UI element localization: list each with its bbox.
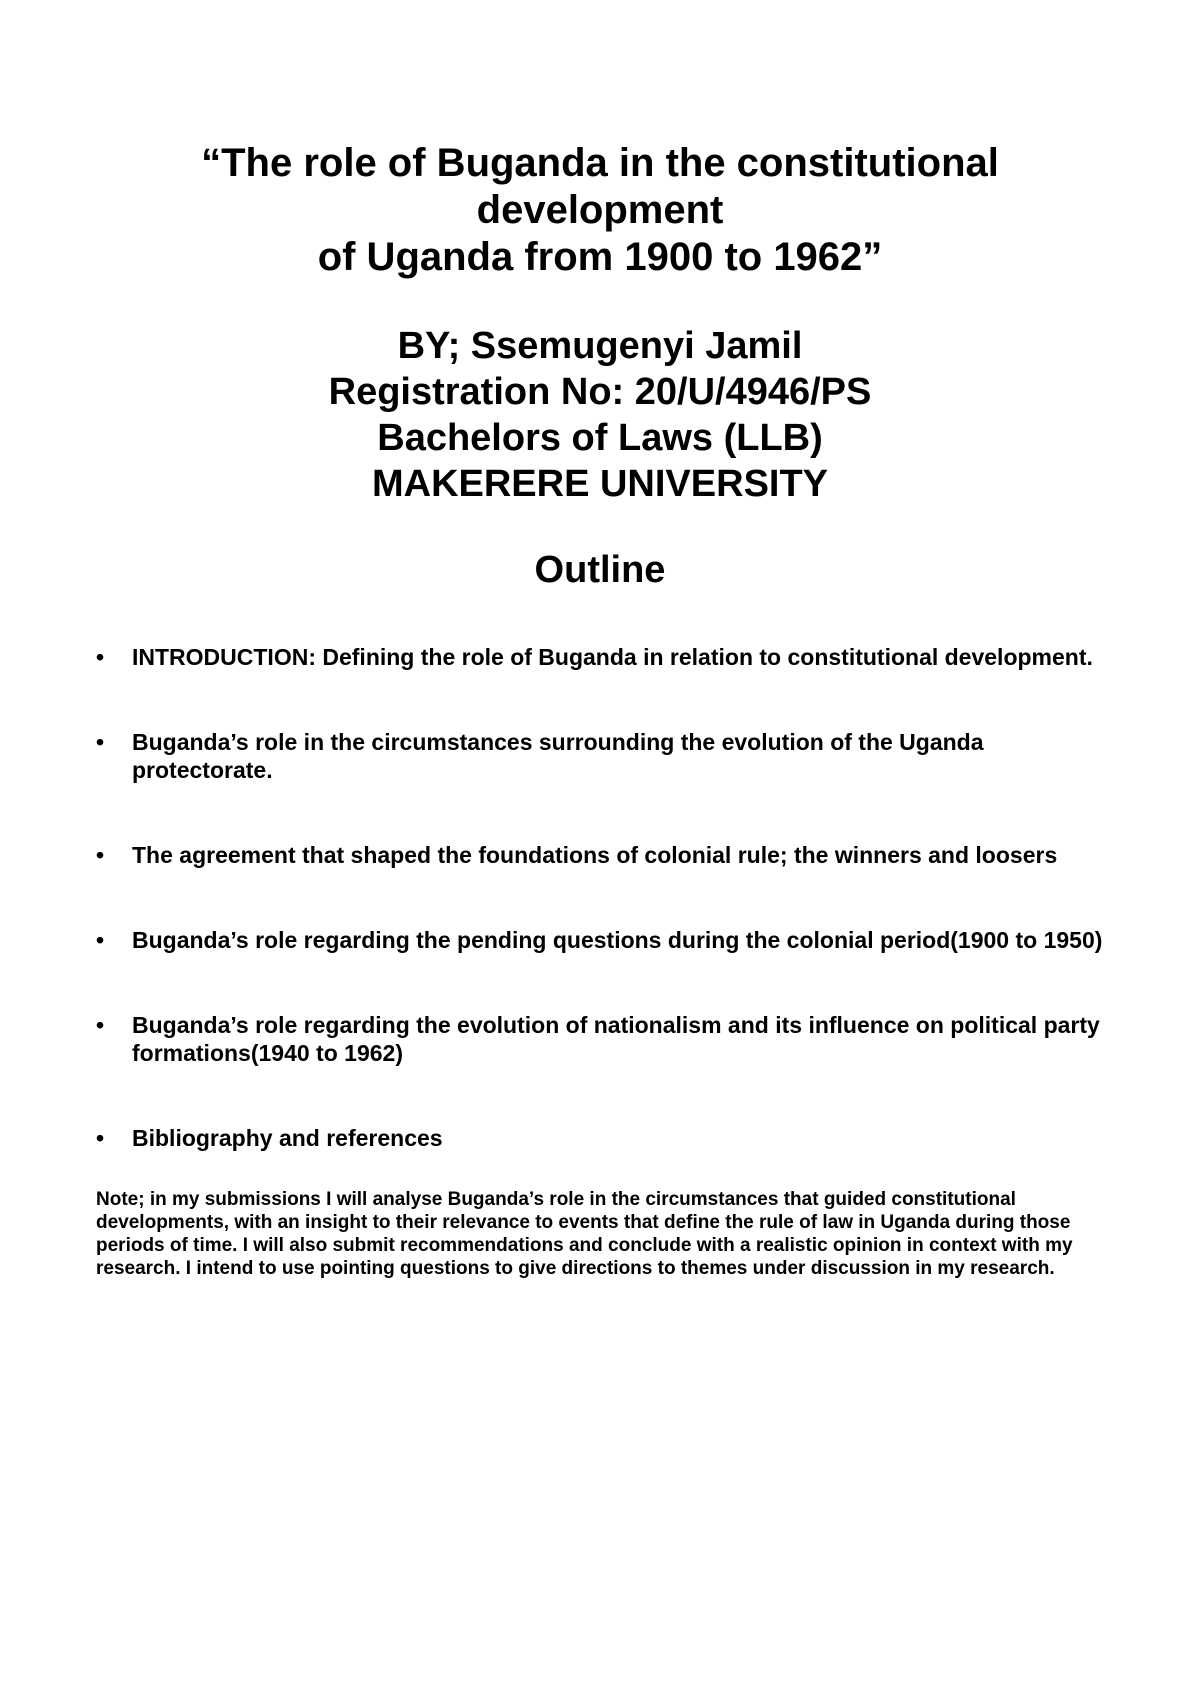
outline-item xyxy=(96,1124,1104,1152)
outline-item-text: Bibliography and references xyxy=(132,1125,443,1151)
document-title-line-2: of Uganda from 1900 to 1962” xyxy=(317,235,883,279)
outline-heading: Outline xyxy=(534,549,666,591)
bullet-icon: • xyxy=(96,927,105,953)
bullet-icon: • xyxy=(96,1012,105,1038)
outline-item-text: INTRODUCTION: Defining the role of Buganda in relation to constitutional development. xyxy=(132,644,1093,670)
bullet-icon: • xyxy=(96,729,105,755)
bullet-icon: • xyxy=(96,842,105,868)
outline-item-text: The agreement that shaped the foundations of colonial rule; the winners and loosers xyxy=(132,842,1058,868)
outline-item xyxy=(96,841,1104,869)
university-name: MAKERERE UNIVERSITY xyxy=(371,463,829,505)
registration-number: Registration No: 20/U/4946/PS xyxy=(328,371,872,413)
author-block xyxy=(96,323,1104,507)
outline-item xyxy=(96,1011,1104,1067)
document-title-line-1: “The role of Buganda in the constitutional development xyxy=(201,141,999,232)
title-block xyxy=(96,140,1104,281)
note-paragraph: Note; in my submissions I will analyse Buganda’s role in the circumstances that guided constitutional developments, with an insight to their relevance to events that define the rule of law in Uganda during those periods of time. I will also submit recommendations and conclude with a realistic opinion in context with my research. I intend to use pointing questions to give directions to themes under discussion in my research. xyxy=(96,1189,1073,1279)
outline-item-text: Buganda’s role regarding the pending questions during the colonial period(1900 to 1950) xyxy=(132,927,1103,953)
outline-item-text: Buganda’s role regarding the evolution of nationalism and its influence on political party formations(1940 to 1962) xyxy=(132,1012,1100,1066)
outline-item xyxy=(96,643,1104,671)
outline-item xyxy=(96,926,1104,954)
outline-item-text: Buganda’s role in the circumstances surrounding the evolution of the Uganda protectorate. xyxy=(132,729,984,783)
author-name: BY; Ssemugenyi Jamil xyxy=(397,325,803,367)
bullet-icon: • xyxy=(96,1125,105,1151)
bullet-icon: • xyxy=(96,644,105,670)
outline-item xyxy=(96,728,1104,784)
degree-program: Bachelors of Laws (LLB) xyxy=(377,417,823,459)
outline-heading-block xyxy=(96,547,1104,593)
outline-list xyxy=(96,643,1104,1152)
